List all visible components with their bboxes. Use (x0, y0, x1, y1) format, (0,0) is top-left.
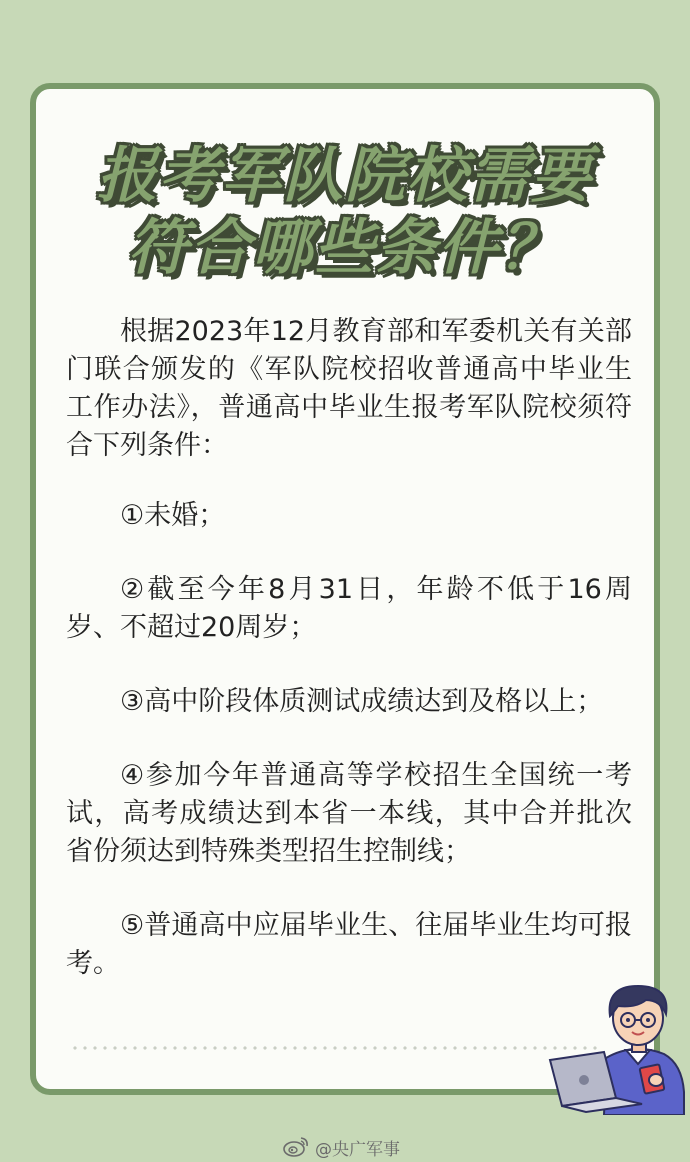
condition-2: ②截至今年8月31日，年龄不低于16周岁、不超过20周岁； (66, 574, 632, 643)
article-body (66, 313, 632, 1019)
weibo-icon (283, 1136, 309, 1158)
intro-paragraph: 根据2023年12月教育部和军委机关有关部门联合颁发的《军队院校招收普通高中毕业生工作办法》，普通高中毕业生报考军队院校须符合下列条件： (66, 316, 632, 461)
student-with-laptop-illustration (546, 980, 686, 1115)
condition-5: ⑤普通高中应届毕业生、往届毕业生均可报考。 (66, 910, 632, 979)
weibo-watermark (283, 1135, 400, 1159)
page-title-line-1: 报考军队院校需要 (97, 141, 593, 211)
condition-1: ①未婚； (120, 500, 226, 531)
condition-4: ④参加今年普通高等学校招生全国统一考试，高考成绩达到本省一本线，其中合并批次省份须达到特殊类型招生控制线； (66, 760, 632, 867)
page-title-line-2: 符合哪些条件？ (128, 213, 562, 283)
condition-3: ③高中阶段体质测试成绩达到及格以上； (120, 686, 604, 717)
dotted-divider (70, 1046, 600, 1050)
watermark-text: @央广军事 (315, 1139, 400, 1160)
